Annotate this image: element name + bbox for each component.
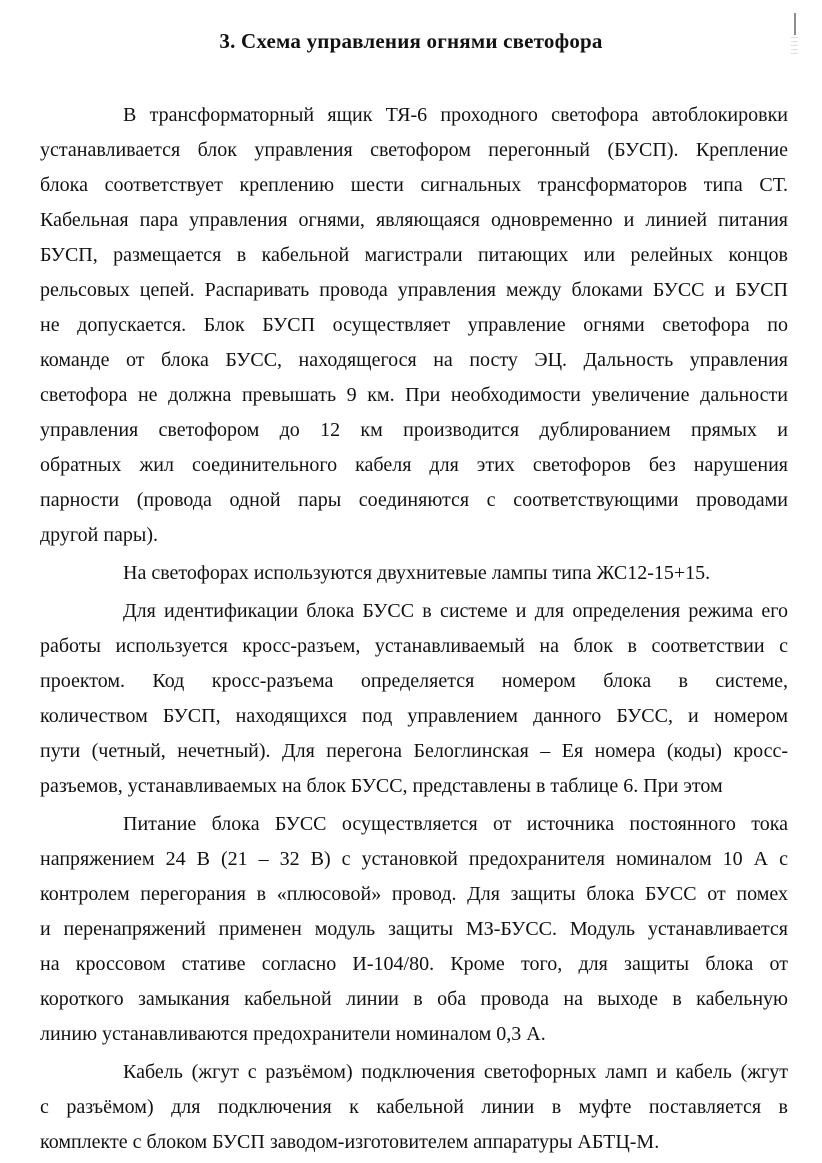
text-line: проектом. Код кросс-разъема определяется номером блока в системе, bbox=[40, 670, 788, 692]
text-line: пути (четный, нечетный). Для перегона Белоглинская – Ея номера (коды) кросс- bbox=[40, 740, 788, 762]
text-line: Кабель (жгут с разъёмом) подключения светофорных ламп и кабель (жгут bbox=[123, 1061, 788, 1083]
text-line: Питание блока БУСС осуществляется от источника постоянного тока bbox=[123, 813, 788, 835]
paragraph bbox=[40, 1055, 788, 1160]
document-body bbox=[0, 98, 822, 1160]
scan-artifact-mark bbox=[794, 13, 796, 35]
text-line: количеством БУСП, находящихся под управлением данного БУСС, и номером bbox=[40, 705, 788, 727]
text-line: и перенапряжений применен модуль защиты МЗ-БУСС. Модуль устанавливается bbox=[40, 918, 788, 940]
text-line: напряжением 24 В (21 – 32 В) с установкой предохранителя номиналом 10 А с bbox=[40, 848, 788, 870]
text-line: Кабельная пара управления огнями, являющаяся одновременно и линией питания bbox=[40, 209, 788, 231]
paragraph bbox=[40, 556, 788, 591]
text-line: не допускается. Блок БУСП осуществляет управление огнями светофора по bbox=[40, 314, 788, 336]
page-title: 3. Схема управления огнями светофора bbox=[219, 29, 603, 53]
text-line: БУСП, размещается в кабельной магистрали питающих или релейных концов bbox=[40, 244, 788, 266]
text-line: с разъёмом) для подключения к кабельной линии в муфте поставляется в bbox=[40, 1096, 788, 1118]
text-line: блока соответствует креплению шести сигнальных трансформаторов типа СТ. bbox=[40, 174, 788, 196]
text-line: На светофорах используются двухнитевые лампы типа ЖС12-15+15. bbox=[123, 562, 711, 584]
text-line: светофора не должна превышать 9 км. При необходимости увеличение дальности bbox=[40, 384, 788, 406]
text-line: рельсовых цепей. Распаривать провода управления между блоками БУСС и БУСП bbox=[40, 279, 788, 301]
text-line: В трансформаторный ящик ТЯ-6 проходного светофора автоблокировки bbox=[123, 104, 788, 126]
text-line: контролем перегорания в «плюсовой» провод. Для защиты блока БУСС от помех bbox=[40, 883, 788, 905]
text-line: на кроссовом стативе согласно И-104/80. Кроме того, для защиты блока от bbox=[40, 953, 788, 975]
text-line: работы используется кросс-разъем, устанавливаемый на блок в соответствии с bbox=[40, 635, 788, 657]
text-line: другой пары). bbox=[40, 524, 158, 546]
text-line: комплекте с блоком БУСП заводом-изготовителем аппаратуры АБТЦ-М. bbox=[40, 1131, 660, 1153]
text-line: управления светофором до 12 км производится дублированием прямых и bbox=[40, 419, 788, 441]
text-line: устанавливается блок управления светофором перегонный (БУСП). Крепление bbox=[40, 139, 788, 161]
paragraph bbox=[40, 807, 788, 1052]
text-line: парности (провода одной пары соединяются с соответствующими проводами bbox=[40, 489, 788, 511]
paragraph bbox=[40, 594, 788, 804]
text-line: линию устанавливаются предохранители номиналом 0,3 А. bbox=[40, 1023, 546, 1045]
text-line: Для идентификации блока БУСС в системе и для определения режима его bbox=[123, 600, 788, 622]
text-line: команде от блока БУСС, находящегося на посту ЭЦ. Дальность управления bbox=[40, 349, 788, 371]
paragraph bbox=[40, 98, 788, 553]
text-line: разъемов, устанавливаемых на блок БУСС, представлены в таблице 6. При этом bbox=[40, 775, 723, 797]
text-line: обратных жил соединительного кабеля для этих светофоров без нарушения bbox=[40, 454, 788, 476]
text-line: короткого замыкания кабельной линии в оба провода на выходе в кабельную bbox=[40, 988, 788, 1010]
